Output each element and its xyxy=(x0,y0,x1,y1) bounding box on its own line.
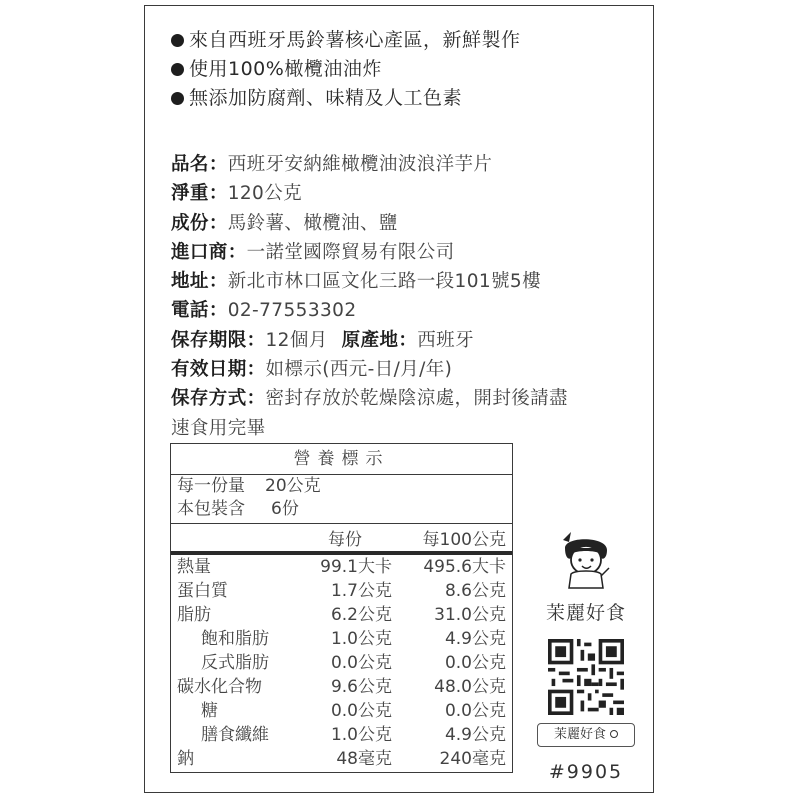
nutrition-column-headers xyxy=(171,523,512,551)
nutrition-row: 膳食纖維 1.0公克 4.9公克 xyxy=(201,725,506,745)
nutrition-table xyxy=(170,443,513,773)
nutrition-row: 糖 0.0公克 0.0公克 xyxy=(201,701,506,721)
product-code: #9905 xyxy=(548,761,624,783)
ingredients-row: 成份：馬鈴薯、橄欖油、鹽 xyxy=(171,212,398,234)
address-row: 地址：新北市林口區文化三路一段101號5樓 xyxy=(171,271,542,293)
qr-code-icon xyxy=(548,639,624,715)
storage-row-continued: 速食用完畢 xyxy=(171,417,266,439)
feature-list xyxy=(171,26,521,113)
per-100g-header: 每100公克 xyxy=(422,530,506,550)
feature-item: 使用100%橄欖油油炸 xyxy=(171,55,521,84)
storage-row: 保存方式：密封存放於乾燥陰涼處，開封後請盡 xyxy=(171,388,568,410)
search-icon xyxy=(610,730,618,738)
nutrition-title: 營養標示 xyxy=(171,444,512,475)
net-weight-row: 淨重：120公克 xyxy=(171,183,303,205)
bullet-icon xyxy=(171,92,184,105)
product-label-card xyxy=(144,5,654,793)
nutrition-row: 碳水化合物 9.6公克 48.0公克 xyxy=(177,677,506,697)
per-serving-header: 每份 xyxy=(328,530,362,550)
nutrition-row: 熱量 99.1大卡 495.6大卡 xyxy=(177,557,506,577)
brand-block xyxy=(527,528,645,783)
bullet-icon xyxy=(171,34,184,47)
nutrition-row: 反式脂肪 0.0公克 0.0公克 xyxy=(201,653,506,673)
brand-search-box: 茉麗好食 xyxy=(537,723,635,747)
servings-per-package: 本包裝含 6份 xyxy=(177,499,299,519)
product-name-row: 品名：西班牙安納維橄欖油波浪洋芋片 xyxy=(171,154,493,175)
nutrition-row: 飽和脂肪 1.0公克 4.9公克 xyxy=(201,629,506,649)
feature-item: 來自西班牙馬鈴薯核心產區，新鮮製作 xyxy=(171,26,521,55)
shelf-life-row: 保存期限：12個月 原產地：西班牙 xyxy=(171,329,474,351)
brand-name: 茉麗好食 xyxy=(545,602,626,624)
phone-row: 電話：02-77553302 xyxy=(171,300,357,322)
feature-item: 無添加防腐劑、味精及人工色素 xyxy=(171,84,521,113)
serving-size: 每一份量 20公克 xyxy=(177,476,321,496)
nutrition-row: 蛋白質 1.7公克 8.6公克 xyxy=(177,581,506,601)
product-info xyxy=(171,150,641,443)
brand-mascot-icon xyxy=(555,528,617,590)
nutrition-row: 脂肪 6.2公克 31.0公克 xyxy=(177,605,506,625)
nutrition-row: 鈉 48毫克 240毫克 xyxy=(177,749,506,769)
importer-row: 進口商：一諾堂國際貿易有限公司 xyxy=(171,241,455,263)
expiry-row: 有效日期：如標示(西元-日/月/年) xyxy=(171,359,453,381)
bullet-icon xyxy=(171,63,184,76)
